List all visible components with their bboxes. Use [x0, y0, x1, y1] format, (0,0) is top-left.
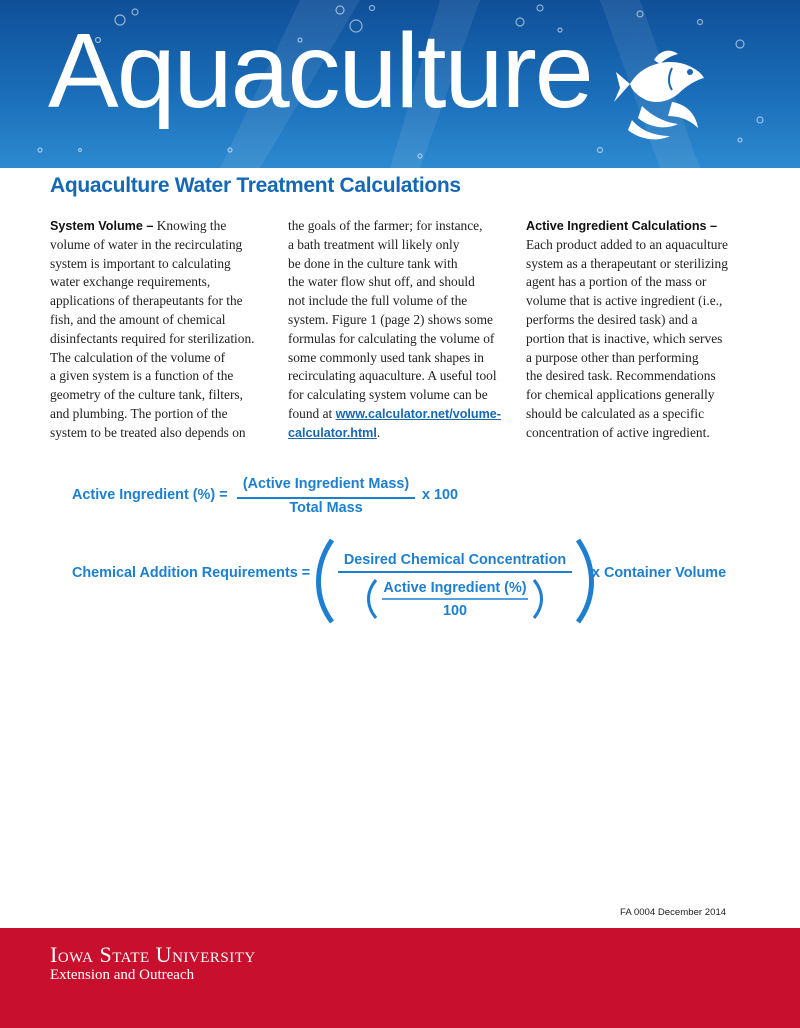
paragraph-line: disinfectants required for sterilization. — [50, 330, 255, 346]
paragraph-line: should be calculated as a specific — [526, 405, 705, 421]
column-system-volume — [50, 217, 268, 443]
formula-denominator: Total Mass — [289, 500, 363, 516]
link-suffix: . — [376, 424, 381, 440]
paragraph-line: the water flow shut off, and should — [288, 274, 475, 290]
paragraph-line: a bath treatment will likely only — [288, 236, 460, 252]
document-title: Aquaculture Water Treatment Calculations — [50, 174, 461, 197]
university-name: Iowa State University — [50, 942, 256, 967]
paragraph-line: some commonly used tank shapes in — [288, 349, 484, 365]
formula-multiplier: x 100 — [422, 487, 459, 503]
paragraph-line: a given system is a function of the — [50, 368, 234, 384]
paragraph-line: volume that is active ingredient (i.e., — [526, 293, 723, 309]
formula-lhs: Chemical Addition Requirements = — [72, 565, 311, 581]
paragraph-line: system is important to calculating — [50, 255, 231, 271]
paragraph-line: The calculation of the volume of — [50, 349, 226, 365]
paragraph-line: recirculating aquaculture. A useful tool — [288, 368, 497, 384]
formula-numerator: (Active Ingredient Mass) — [242, 476, 410, 492]
paragraph-line: fish, and the amount of chemical — [50, 311, 226, 327]
paragraph-line: water exchange requirements, — [50, 274, 211, 290]
paragraph-line: Each product added to an aquaculture — [526, 236, 728, 252]
fish-icon — [612, 44, 712, 144]
section-lead: Active Ingredient Calculations – — [526, 219, 718, 233]
paragraph-line: for calculating system volume can be — [288, 387, 488, 403]
column-active-ingredient — [526, 217, 750, 443]
paragraph-line: portion that is inactive, which serves — [526, 330, 723, 346]
paragraph-line: system to be treated also depends on — [50, 424, 246, 440]
paragraph-line: applications of therapeutants for the — [50, 293, 243, 309]
paragraph-line: agent has a portion of the mass or — [526, 274, 707, 290]
calculator-link-continued[interactable]: calculator.html — [288, 425, 377, 440]
paragraph-line: geometry of the culture tank, filters, — [50, 387, 243, 403]
fraction-bar — [237, 497, 415, 499]
university-unit: Extension and Outreach — [50, 967, 195, 983]
column-system-volume-continued — [288, 217, 510, 443]
formula-lhs: Active Ingredient (%) = — [72, 487, 228, 503]
paragraph-line: concentration of active ingredient. — [526, 424, 710, 440]
series-title: Aquaculture — [48, 12, 592, 130]
section-lead: System Volume – — [50, 219, 154, 233]
paragraph-line: volume of water in the recirculating — [50, 236, 243, 252]
paragraph-line: the goals of the farmer; for instance, — [288, 218, 483, 233]
paragraph-line: for chemical applications generally — [526, 387, 715, 403]
paragraph-line: system. Figure 1 (page 2) shows some — [288, 311, 493, 327]
formula-multiplier: x Container Volume — [592, 565, 727, 581]
paragraph-line: not include the full volume of the — [288, 293, 468, 309]
paragraph-line: the desired task. Recommendations — [526, 368, 716, 384]
paragraph-line: and plumbing. The portion of the — [50, 405, 228, 421]
paragraph-line: a purpose other than performing — [526, 349, 699, 365]
paragraph-line: system as a therapeutant or sterilizing — [526, 255, 728, 271]
paragraph-line: performs the desired task) and a — [526, 311, 698, 327]
publication-code: FA 0004 December 2014 — [620, 907, 727, 918]
paragraph-line: found at — [288, 405, 336, 421]
formula-inner-denominator: 100 — [442, 603, 467, 619]
header-banner — [0, 0, 800, 168]
formula-numerator: Desired Chemical Concentration — [343, 552, 567, 568]
calculator-link[interactable]: www.calculator.net/volume- — [335, 406, 502, 421]
paragraph-line: formulas for calculating the volume of — [288, 330, 495, 346]
paragraph-line: be done in the culture tank with — [288, 255, 458, 271]
formula-inner-numerator: Active Ingredient (%) — [383, 580, 527, 596]
paragraph-line: Knowing the — [153, 218, 227, 233]
